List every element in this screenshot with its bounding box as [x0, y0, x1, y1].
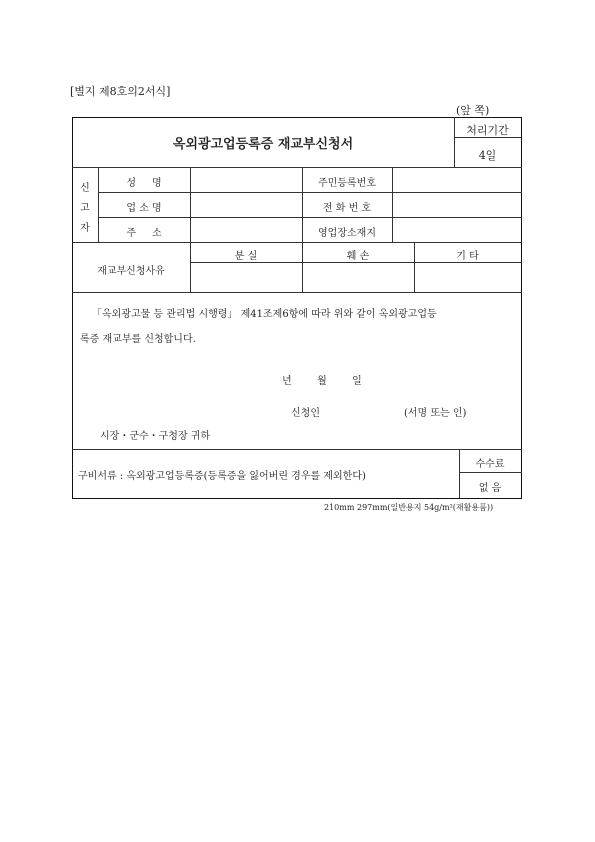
phone-label: 전 화 번 호 — [322, 203, 372, 214]
statement-line-1: 「옥외광고물 등 관리법 시행령」 제41조제6항에 따라 위와 같이 옥외광고업등 — [92, 309, 437, 320]
divider — [190, 262, 522, 263]
divider — [459, 472, 522, 473]
processing-period-value: 4일 — [478, 149, 497, 162]
divider — [72, 449, 522, 450]
reason-lost-field[interactable] — [191, 264, 301, 291]
processing-period-label: 처리기간 — [466, 124, 509, 137]
table-border-bottom — [72, 498, 522, 499]
reason-damaged-field[interactable] — [303, 264, 413, 291]
form-title: 옥외광고업등록증 재교부신청서 — [172, 137, 354, 152]
form-reference: [별지 제8호의2서식] — [70, 85, 171, 98]
applicant-section-label-2: 고 — [80, 203, 90, 214]
reason-other-label: 기 타 — [456, 251, 479, 262]
name-field[interactable] — [191, 168, 301, 191]
table-border-right — [521, 117, 522, 498]
phone-field[interactable] — [393, 193, 520, 216]
rrn-label: 주민등록번호 — [318, 178, 376, 189]
reissue-reason-label: 재교부신청사유 — [97, 266, 165, 277]
addressee: 시장・군수・구청장 귀하 — [100, 431, 211, 442]
page-side-label: (앞 쪽) — [456, 104, 490, 117]
required-documents: 구비서류 : 옥외광고업등록증(등록증을 잃어버린 경우를 제외한다) — [78, 471, 366, 482]
table-border-left — [72, 117, 73, 498]
address-label: 주 소 — [126, 228, 162, 239]
applicant-signature-label: 신청인 — [291, 408, 320, 419]
application-date: 년 월 일 — [282, 376, 362, 387]
applicant-section-label-1: 신 — [80, 183, 90, 194]
rrn-field[interactable] — [393, 168, 520, 191]
reason-damaged-label: 훼 손 — [346, 251, 370, 262]
paper-spec: 210mm 297mm(일반용지 54g/m²(재활용품)) — [324, 503, 494, 512]
divider — [72, 292, 522, 293]
office-location-field[interactable] — [393, 218, 520, 241]
company-label: 업 소 명 — [126, 203, 162, 214]
fee-label: 수수료 — [475, 459, 505, 470]
fee-value: 없 음 — [478, 483, 502, 494]
statement-line-2: 록증 재교부를 신청합니다. — [80, 334, 196, 345]
company-field[interactable] — [191, 193, 301, 216]
office-location-label: 영업장소재지 — [318, 228, 376, 239]
reason-other-field[interactable] — [415, 264, 520, 291]
address-field[interactable] — [191, 218, 301, 241]
divider — [72, 242, 522, 243]
signature-hint: (서명 또는 인) — [404, 408, 467, 419]
name-label: 성 명 — [126, 178, 162, 189]
reason-lost-label: 분 실 — [234, 251, 258, 262]
applicant-section-label-3: 자 — [80, 223, 90, 234]
